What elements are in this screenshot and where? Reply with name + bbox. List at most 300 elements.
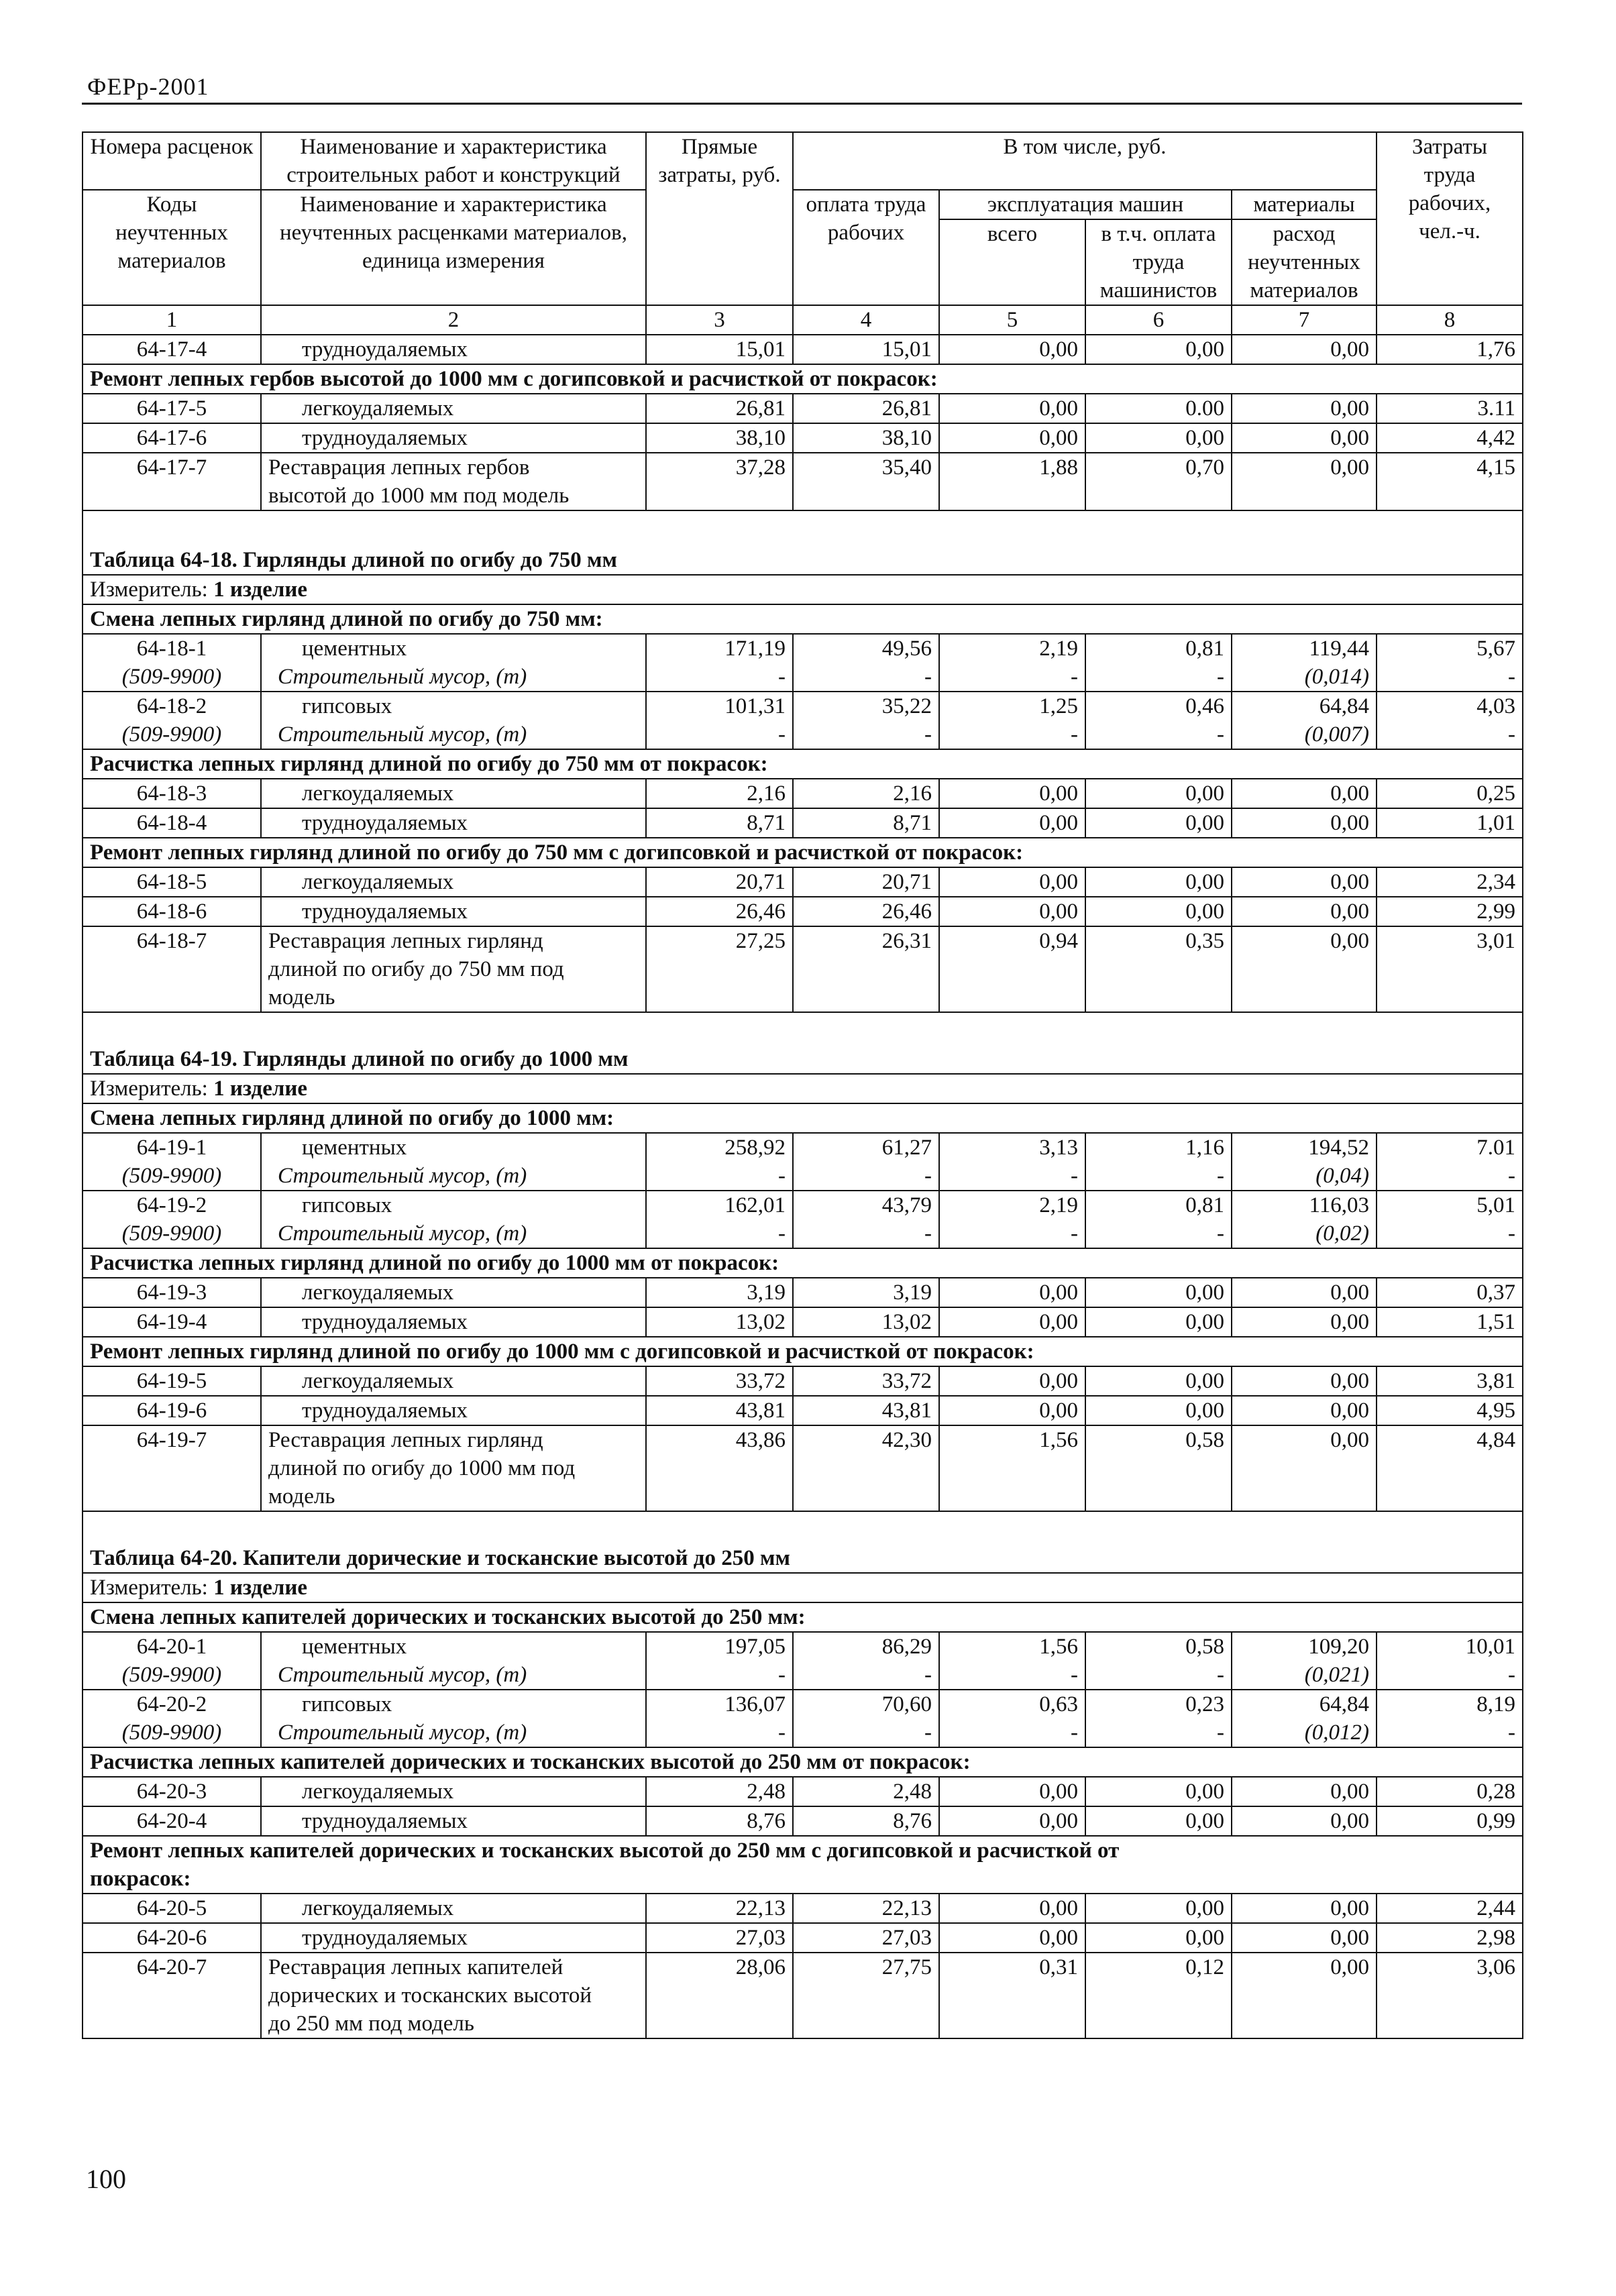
direct-costs: - <box>646 1661 793 1690</box>
direct-costs: 101,31 <box>646 692 793 720</box>
machinists-wages: - <box>1085 1718 1232 1747</box>
material-name: Строительный мусор, (т) <box>261 720 646 749</box>
machinists-wages: 0,70 <box>1085 453 1232 510</box>
header-rule <box>82 103 1522 105</box>
measure-label: Измеритель: <box>90 1576 208 1600</box>
measure-unit <box>83 1074 1523 1103</box>
rate-code: 64-17-5 <box>83 394 261 423</box>
measure-value: 1 изделие <box>213 1077 308 1101</box>
material-code: (509-9900) <box>83 1162 261 1191</box>
direct-costs: 38,10 <box>646 423 793 453</box>
labor-hours: 4,03 <box>1377 692 1523 720</box>
rate-row <box>83 1806 1523 1836</box>
materials: 0,00 <box>1232 808 1377 838</box>
measure-value: 1 изделие <box>213 1576 308 1600</box>
labor-hours: 1,51 <box>1377 1307 1523 1337</box>
machines-total: - <box>939 1661 1085 1690</box>
material-code: (509-9900) <box>83 663 261 692</box>
rate-row <box>83 1396 1523 1425</box>
wages: 15,01 <box>793 335 939 364</box>
machinists-wages: 0,81 <box>1085 1191 1232 1219</box>
wages: 43,81 <box>793 1396 939 1425</box>
machinists-wages: - <box>1085 1219 1232 1248</box>
table-title: Таблица 64-20. Капители дорические и тосканские высотой до 250 мм <box>83 1511 1523 1573</box>
machines-total: - <box>939 1219 1085 1248</box>
materials: 116,03 <box>1232 1191 1377 1219</box>
wages: 35,40 <box>793 453 939 510</box>
rate-row <box>83 1690 1523 1718</box>
direct-costs: 27,03 <box>646 1923 793 1953</box>
labor-hours: 7.01 <box>1377 1133 1523 1162</box>
material-row <box>83 1661 1523 1690</box>
section-heading <box>83 1836 1523 1894</box>
machinists-wages: 0,35 <box>1085 926 1232 1012</box>
machinists-wages: 0,58 <box>1085 1632 1232 1661</box>
rate-code: 64-18-7 <box>83 926 261 1012</box>
measure-label: Измеритель: <box>90 1077 208 1101</box>
rate-code: 64-20-2 <box>83 1690 261 1718</box>
direct-costs: 22,13 <box>646 1894 793 1923</box>
col-header-machinists-wages: в т.ч. оплата труда машинистов <box>1085 219 1232 305</box>
wages: - <box>793 720 939 749</box>
materials: 0,00 <box>1232 1278 1377 1307</box>
machinists-wages: 0,00 <box>1085 1307 1232 1337</box>
labor-hours: 1,01 <box>1377 808 1523 838</box>
machinists-wages: 0,00 <box>1085 1366 1232 1396</box>
materials: 0,00 <box>1232 453 1377 510</box>
direct-costs: 43,86 <box>646 1425 793 1511</box>
material-row <box>83 720 1523 749</box>
labor-hours: 4,15 <box>1377 453 1523 510</box>
measure-unit <box>83 575 1523 604</box>
material-row <box>83 663 1523 692</box>
rate-code: 64-19-1 <box>83 1133 261 1162</box>
rate-name: цементных <box>261 634 646 663</box>
section-heading: Ремонт лепных гербов высотой до 1000 мм с догипсовкой и расчисткой от покрасок: <box>83 364 1523 394</box>
materials: 64,84 <box>1232 1690 1377 1718</box>
col-header-including: В том числе, руб. <box>793 132 1377 190</box>
rate-name: легкоудаляемых <box>261 1894 646 1923</box>
rate-row <box>83 808 1523 838</box>
machines-total: 3,13 <box>939 1133 1085 1162</box>
rate-name: гипсовых <box>261 1690 646 1718</box>
direct-costs: 3,19 <box>646 1278 793 1307</box>
wages: 2,48 <box>793 1777 939 1806</box>
machines-total: 0,00 <box>939 1366 1085 1396</box>
col-header-name-top: Наименование и характеристика строительных работ и конструкций <box>261 132 646 190</box>
labor-hours: - <box>1377 1219 1523 1248</box>
materials: 0,00 <box>1232 897 1377 926</box>
machinists-wages: 0,46 <box>1085 692 1232 720</box>
machines-total: 0,00 <box>939 808 1085 838</box>
machines-total: 0,00 <box>939 1307 1085 1337</box>
wages: 70,60 <box>793 1690 939 1718</box>
col-header-materials: материалы <box>1232 190 1377 219</box>
wages: 61,27 <box>793 1133 939 1162</box>
rate-row <box>83 897 1523 926</box>
machinists-wages: 0,00 <box>1085 867 1232 897</box>
materials: 119,44 <box>1232 634 1377 663</box>
machinists-wages: 0,00 <box>1085 1923 1232 1953</box>
col-header-name-bottom: Наименование и характеристика неучтенных расценками материалов, единица измерения <box>261 190 646 305</box>
direct-costs: 37,28 <box>646 453 793 510</box>
section-heading: Смена лепных гирлянд длиной по огибу до 750 мм: <box>83 604 1523 634</box>
direct-costs: 162,01 <box>646 1191 793 1219</box>
machinists-wages: 0,00 <box>1085 1396 1232 1425</box>
measure-label: Измеритель: <box>90 578 208 602</box>
rate-row <box>83 1953 1523 2038</box>
labor-hours: - <box>1377 1718 1523 1747</box>
labor-hours: 0,28 <box>1377 1777 1523 1806</box>
labor-hours: - <box>1377 663 1523 692</box>
labor-hours: 0,99 <box>1377 1806 1523 1836</box>
rate-code: 64-19-4 <box>83 1307 261 1337</box>
section-heading: Смена лепных гирлянд длиной по огибу до 1000 мм: <box>83 1103 1523 1133</box>
labor-hours: 2,34 <box>1377 867 1523 897</box>
machinists-wages: 1,16 <box>1085 1133 1232 1162</box>
materials: 0,00 <box>1232 1366 1377 1396</box>
direct-costs: 20,71 <box>646 867 793 897</box>
rate-name-line: дорических и тосканских высотой <box>268 1983 592 2008</box>
machines-total: - <box>939 663 1085 692</box>
col-number: 6 <box>1085 305 1232 335</box>
rate-row <box>83 335 1523 364</box>
direct-costs: 8,71 <box>646 808 793 838</box>
materials: 0,00 <box>1232 1923 1377 1953</box>
materials: 0,00 <box>1232 926 1377 1012</box>
materials: 64,84 <box>1232 692 1377 720</box>
wages: - <box>793 1162 939 1191</box>
machines-total: 2,19 <box>939 634 1085 663</box>
machines-total: 0,00 <box>939 423 1085 453</box>
rate-name: трудноудаляемых <box>261 808 646 838</box>
direct-costs: 258,92 <box>646 1133 793 1162</box>
material-row <box>83 1219 1523 1248</box>
material-code: (509-9900) <box>83 720 261 749</box>
machinists-wages: - <box>1085 1162 1232 1191</box>
col-header-machines: эксплуатация машин <box>939 190 1232 219</box>
col-header-direct-costs: Прямые затраты, руб. <box>646 132 793 305</box>
rate-code: 64-19-5 <box>83 1366 261 1396</box>
rate-name: трудноудаляемых <box>261 897 646 926</box>
rate-row <box>83 1894 1523 1923</box>
machinists-wages: - <box>1085 720 1232 749</box>
materials: 0,00 <box>1232 1894 1377 1923</box>
material-name: Строительный мусор, (т) <box>261 1718 646 1747</box>
machines-total: 1,56 <box>939 1632 1085 1661</box>
machines-total: 0,00 <box>939 897 1085 926</box>
rates-table <box>82 131 1523 2039</box>
rate-name: гипсовых <box>261 692 646 720</box>
rate-name-line: Реставрация лепных капителей <box>268 1955 563 1979</box>
direct-costs: 2,16 <box>646 779 793 808</box>
rate-row <box>83 779 1523 808</box>
wages: 3,19 <box>793 1278 939 1307</box>
machines-total: - <box>939 1718 1085 1747</box>
machinists-wages: 0.00 <box>1085 394 1232 423</box>
rate-name: трудноудаляемых <box>261 1923 646 1953</box>
rate-code: 64-18-2 <box>83 692 261 720</box>
machinists-wages: 0,00 <box>1085 1278 1232 1307</box>
rate-code: 64-17-4 <box>83 335 261 364</box>
rate-name-line: модель <box>268 1484 335 1509</box>
labor-hours: 3.11 <box>1377 394 1523 423</box>
labor-hours: 3,01 <box>1377 926 1523 1012</box>
rate-code: 64-18-1 <box>83 634 261 663</box>
material-code: (509-9900) <box>83 1661 261 1690</box>
wages: 22,13 <box>793 1894 939 1923</box>
rate-code: 64-20-3 <box>83 1777 261 1806</box>
col-number: 4 <box>793 305 939 335</box>
labor-hours: 2,98 <box>1377 1923 1523 1953</box>
materials: 0,00 <box>1232 867 1377 897</box>
rate-row <box>83 692 1523 720</box>
direct-costs: - <box>646 720 793 749</box>
rate-name <box>261 453 646 510</box>
rate-row <box>83 1278 1523 1307</box>
rate-row <box>83 1425 1523 1511</box>
machines-total: 1,25 <box>939 692 1085 720</box>
machines-total: 0,00 <box>939 1777 1085 1806</box>
labor-hours: 5,67 <box>1377 634 1523 663</box>
rate-name: гипсовых <box>261 1191 646 1219</box>
wages: 26,81 <box>793 394 939 423</box>
rate-code: 64-18-5 <box>83 867 261 897</box>
wages: 20,71 <box>793 867 939 897</box>
col-header-codes-top: Номера расценок <box>83 132 261 190</box>
machinists-wages: 0,00 <box>1085 1806 1232 1836</box>
machines-total: 0,00 <box>939 394 1085 423</box>
col-number: 7 <box>1232 305 1377 335</box>
rate-code: 64-20-7 <box>83 1953 261 2038</box>
labor-hours: 4,95 <box>1377 1396 1523 1425</box>
rate-code: 64-20-1 <box>83 1632 261 1661</box>
rate-row <box>83 1307 1523 1337</box>
machines-total: 0,94 <box>939 926 1085 1012</box>
rate-row <box>83 867 1523 897</box>
rate-code: 64-17-7 <box>83 453 261 510</box>
material-code: (509-9900) <box>83 1219 261 1248</box>
rate-name-line: длиной по огибу до 750 мм под <box>268 957 564 981</box>
rate-name: легкоудаляемых <box>261 1366 646 1396</box>
wages: 49,56 <box>793 634 939 663</box>
machines-total: 0,00 <box>939 779 1085 808</box>
material-row <box>83 1162 1523 1191</box>
materials: (0,021) <box>1232 1661 1377 1690</box>
rate-name <box>261 1953 646 2038</box>
col-header-wages: оплата труда рабочих <box>793 190 939 305</box>
labor-hours: 3,06 <box>1377 1953 1523 2038</box>
rate-name: легкоудаляемых <box>261 394 646 423</box>
wages: 13,02 <box>793 1307 939 1337</box>
machines-total: 0,00 <box>939 1396 1085 1425</box>
rate-code: 64-20-4 <box>83 1806 261 1836</box>
labor-hours: 4,42 <box>1377 423 1523 453</box>
section-heading: Ремонт лепных гирлянд длиной по огибу до 1000 мм с догипсовкой и расчисткой от покрасок: <box>83 1337 1523 1366</box>
labor-hours: 1,76 <box>1377 335 1523 364</box>
rate-row <box>83 1777 1523 1806</box>
measure-value: 1 изделие <box>213 578 308 602</box>
col-header-machines-total: всего <box>939 219 1085 305</box>
rate-name: легкоудаляемых <box>261 867 646 897</box>
wages: 38,10 <box>793 423 939 453</box>
rate-row <box>83 926 1523 1012</box>
machinists-wages: 0,00 <box>1085 1894 1232 1923</box>
direct-costs: - <box>646 1219 793 1248</box>
wages: 2,16 <box>793 779 939 808</box>
labor-hours: - <box>1377 1162 1523 1191</box>
direct-costs: 171,19 <box>646 634 793 663</box>
rate-name-line: высотой до 1000 мм под модель <box>268 484 570 508</box>
direct-costs: - <box>646 663 793 692</box>
rate-code: 64-17-6 <box>83 423 261 453</box>
material-name: Строительный мусор, (т) <box>261 1661 646 1690</box>
rate-row <box>83 1923 1523 1953</box>
rate-name: легкоудаляемых <box>261 779 646 808</box>
materials: (0,014) <box>1232 663 1377 692</box>
material-code: (509-9900) <box>83 1718 261 1747</box>
materials: 0,00 <box>1232 394 1377 423</box>
materials: 0,00 <box>1232 1806 1377 1836</box>
rate-row <box>83 394 1523 423</box>
machinists-wages: 0,00 <box>1085 335 1232 364</box>
machinists-wages: - <box>1085 1661 1232 1690</box>
materials: 0,00 <box>1232 1307 1377 1337</box>
materials: 0,00 <box>1232 1777 1377 1806</box>
direct-costs: 8,76 <box>646 1806 793 1836</box>
rate-name-line: Реставрация лепных гирлянд <box>268 929 543 953</box>
col-header-unaccounted-materials: расход неучтенных материалов <box>1232 219 1377 305</box>
machines-total: 2,19 <box>939 1191 1085 1219</box>
rate-row <box>83 1191 1523 1219</box>
materials: 109,20 <box>1232 1632 1377 1661</box>
col-header-labor-hours: Затраты труда рабочих, чел.-ч. <box>1377 132 1523 305</box>
rate-name-line: модель <box>268 985 335 1009</box>
materials: 0,00 <box>1232 1953 1377 2038</box>
labor-hours: - <box>1377 720 1523 749</box>
wages: 26,46 <box>793 897 939 926</box>
machines-total: 0,00 <box>939 1806 1085 1836</box>
wages: 33,72 <box>793 1366 939 1396</box>
machinists-wages: 0,58 <box>1085 1425 1232 1511</box>
materials: (0,012) <box>1232 1718 1377 1747</box>
wages: 8,76 <box>793 1806 939 1836</box>
machines-total: 0,00 <box>939 1923 1085 1953</box>
col-number: 2 <box>261 305 646 335</box>
rate-code: 64-19-2 <box>83 1191 261 1219</box>
direct-costs: 43,81 <box>646 1396 793 1425</box>
labor-hours: 10,01 <box>1377 1632 1523 1661</box>
materials: 0,00 <box>1232 1425 1377 1511</box>
material-name: Строительный мусор, (т) <box>261 663 646 692</box>
rate-code: 64-18-6 <box>83 897 261 926</box>
rate-name-line: длиной по огибу до 1000 мм под <box>268 1456 576 1480</box>
wages: 43,79 <box>793 1191 939 1219</box>
rate-code: 64-20-6 <box>83 1923 261 1953</box>
direct-costs: 26,46 <box>646 897 793 926</box>
machinists-wages: 0,00 <box>1085 779 1232 808</box>
rate-name: цементных <box>261 1632 646 1661</box>
machines-total: 0,00 <box>939 1278 1085 1307</box>
machinists-wages: 0,00 <box>1085 897 1232 926</box>
materials: 0,00 <box>1232 1396 1377 1425</box>
labor-hours: - <box>1377 1661 1523 1690</box>
rate-row <box>83 1366 1523 1396</box>
col-header-codes-bottom: Коды неучтенных материалов <box>83 190 261 305</box>
machinists-wages: 0,12 <box>1085 1953 1232 2038</box>
table-title: Таблица 64-18. Гирлянды длиной по огибу до 750 мм <box>83 510 1523 575</box>
materials: 0,00 <box>1232 779 1377 808</box>
materials: 194,52 <box>1232 1133 1377 1162</box>
materials: 0,00 <box>1232 335 1377 364</box>
labor-hours: 4,84 <box>1377 1425 1523 1511</box>
rate-name-line: до 250 мм под модель <box>268 2012 474 2036</box>
rate-name: трудноудаляемых <box>261 423 646 453</box>
rate-name <box>261 1425 646 1511</box>
machines-total: 1,56 <box>939 1425 1085 1511</box>
direct-costs: 2,48 <box>646 1777 793 1806</box>
rate-code: 64-18-4 <box>83 808 261 838</box>
direct-costs: - <box>646 1162 793 1191</box>
wages: 26,31 <box>793 926 939 1012</box>
rate-name: цементных <box>261 1133 646 1162</box>
rate-code: 64-19-7 <box>83 1425 261 1511</box>
machinists-wages: 0,81 <box>1085 634 1232 663</box>
wages: 27,75 <box>793 1953 939 2038</box>
rate-name: трудноудаляемых <box>261 1806 646 1836</box>
labor-hours: 0,25 <box>1377 779 1523 808</box>
direct-costs: 136,07 <box>646 1690 793 1718</box>
section-heading: Расчистка лепных гирлянд длиной по огибу до 1000 мм от покрасок: <box>83 1248 1523 1278</box>
rate-name <box>261 926 646 1012</box>
labor-hours: 3,81 <box>1377 1366 1523 1396</box>
rate-code: 64-20-5 <box>83 1894 261 1923</box>
wages: - <box>793 663 939 692</box>
wages: 86,29 <box>793 1632 939 1661</box>
labor-hours: 0,37 <box>1377 1278 1523 1307</box>
col-number: 1 <box>83 305 261 335</box>
rate-name: трудноудаляемых <box>261 335 646 364</box>
section-heading: Расчистка лепных капителей дорических и тосканских высотой до 250 мм от покрасок: <box>83 1747 1523 1777</box>
machines-total: 1,88 <box>939 453 1085 510</box>
material-row <box>83 1718 1523 1747</box>
machines-total: - <box>939 1162 1085 1191</box>
measure-unit <box>83 1573 1523 1602</box>
rate-row <box>83 1133 1523 1162</box>
labor-hours: 2,44 <box>1377 1894 1523 1923</box>
col-number: 8 <box>1377 305 1523 335</box>
document-header: ФЕРр-2001 <box>87 73 209 100</box>
machines-total: - <box>939 720 1085 749</box>
machinists-wages: 0,00 <box>1085 423 1232 453</box>
machinists-wages: 0,00 <box>1085 1777 1232 1806</box>
rate-code: 64-19-3 <box>83 1278 261 1307</box>
machines-total: 0,31 <box>939 1953 1085 2038</box>
wages: - <box>793 1718 939 1747</box>
direct-costs: 13,02 <box>646 1307 793 1337</box>
machinists-wages: - <box>1085 663 1232 692</box>
section-heading-line: Ремонт лепных капителей дорических и тосканских высотой до 250 мм с догипсовкой и расчисткой от <box>90 1839 1120 1863</box>
machines-total: 0,00 <box>939 867 1085 897</box>
material-name: Строительный мусор, (т) <box>261 1162 646 1191</box>
materials: (0,007) <box>1232 720 1377 749</box>
direct-costs: 197,05 <box>646 1632 793 1661</box>
machinists-wages: 0,00 <box>1085 808 1232 838</box>
direct-costs: 15,01 <box>646 335 793 364</box>
wages: - <box>793 1219 939 1248</box>
page-number: 100 <box>86 2164 126 2194</box>
direct-costs: 33,72 <box>646 1366 793 1396</box>
